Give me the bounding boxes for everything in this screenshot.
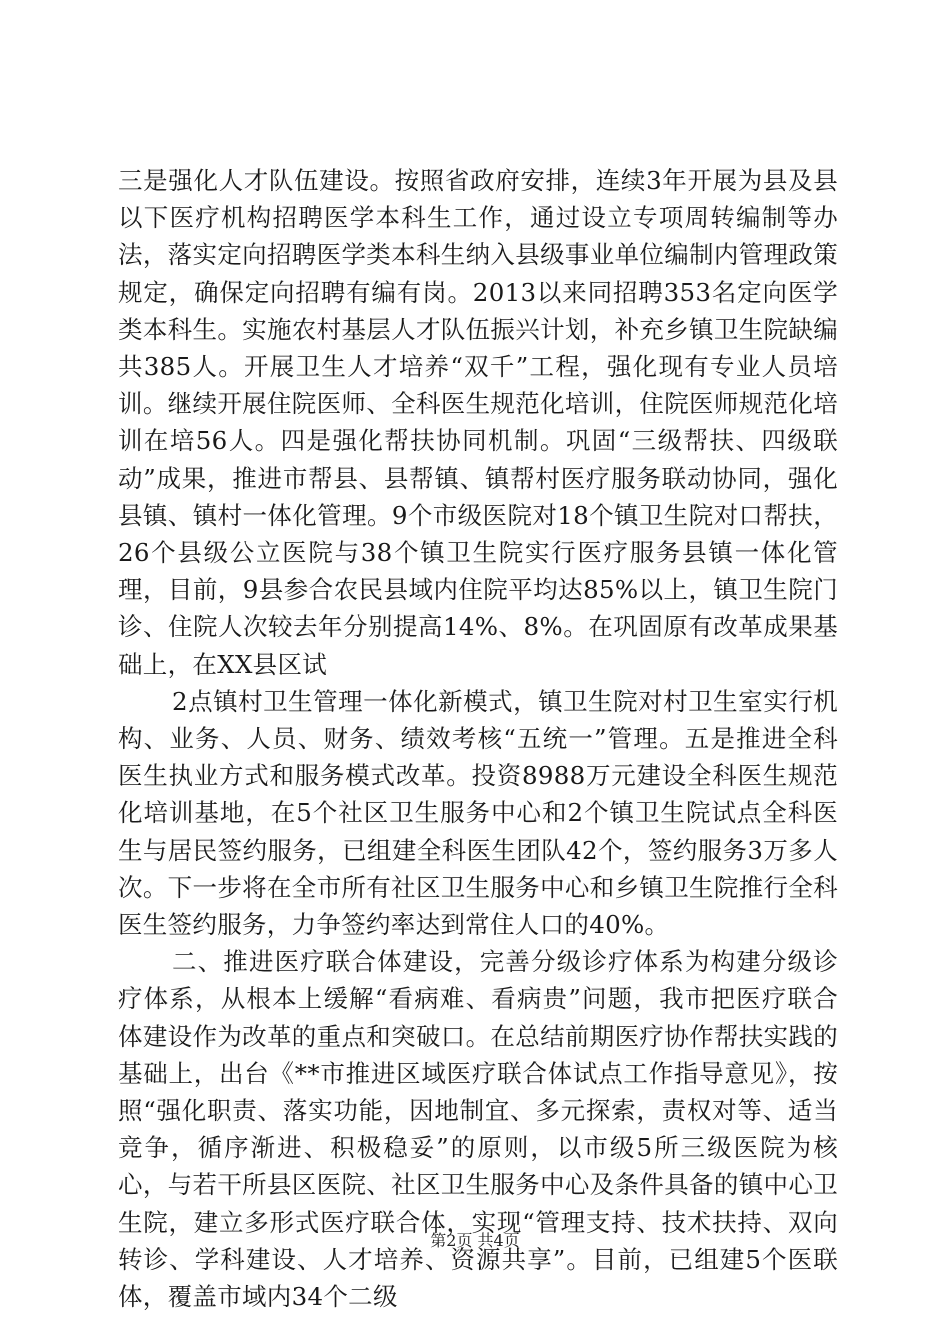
- paragraph-medical-alliance: 二、推进医疗联合体建设，完善分级诊疗体系为构建分级诊疗体系，从根本上缓解“看病难、看病贵”问题，我市把医疗联合体建设作为改革的重点和突破口。在总结前期医疗协作帮扶实践的基础上，出台《**市推进区域医疗联合体试点工作指导意见》，按照“强化职责、落实功能，因地制宜、多元探索，责权对等、适当竞争，循序渐进、积极稳妥”的原则，以市级5所三级医院为核心，与若干所县区医院、社区卫生服务中心及条件具备的镇中心卫生院，建立多形式医疗联合体，实现“管理支持、技术扶持、双向转诊、学科建设、人才培养、资源共享”。目前，已组建5个医联体，覆盖市域内34个二级: [118, 947, 838, 1312]
- page-number-footer: 第2页 共4页: [430, 1231, 520, 1250]
- paragraph-town-village-integration: 2点镇村卫生管理一体化新模式，镇卫生院对村卫生室实行机构、业务、人员、财务、绩效考核“五统一”管理。五是推进全科医生执业方式和服务模式改革。投资8988万元建设全科医生规范化培训基地，在5个社区卫生服务中心和2个镇卫生院试点全科医生与居民签约服务，已组建全科医生团队42个，签约服务3万多人次。下一步将在全市所有社区卫生服务中心和乡镇卫生院推行全科医生签约服务，力争签约率达到常住人口的40%。: [118, 686, 838, 940]
- document-body: [118, 162, 838, 1315]
- paragraph-talent-and-support: 三是强化人才队伍建设。按照省政府安排，连续3年开展为县及县以下医疗机构招聘医学本科生工作，通过设立专项周转编制等办法，落实定向招聘医学类本科生纳入县级事业单位编制内管理政策规定，确保定向招聘有编有岗。2013以来同招聘353名定向医学类本科生。实施农村基层人才队伍振兴计划，补充乡镇卫生院缺编共385人。开展卫生人才培养“双千”工程，强化现有专业人员培训。继续开展住院医师、全科医生规范化培训，住院医师规范化培训在培56人。四是强化帮扶协同机制。巩固“三级帮扶、四级联动”成果，推进市帮县、县帮镇、镇帮村医疗服务联动协同，强化县镇、镇村一体化管理。9个市级医院对18个镇卫生院对口帮扶，26个县级公立医院与38个镇卫生院实行医疗服务县镇一体化管理，目前，9县参合农民县域内住院平均达85%以上，镇卫生院门诊、住院人次较去年分别提高14%、8%。在巩固原有改革成果基础上，在XX县区试: [118, 166, 838, 679]
